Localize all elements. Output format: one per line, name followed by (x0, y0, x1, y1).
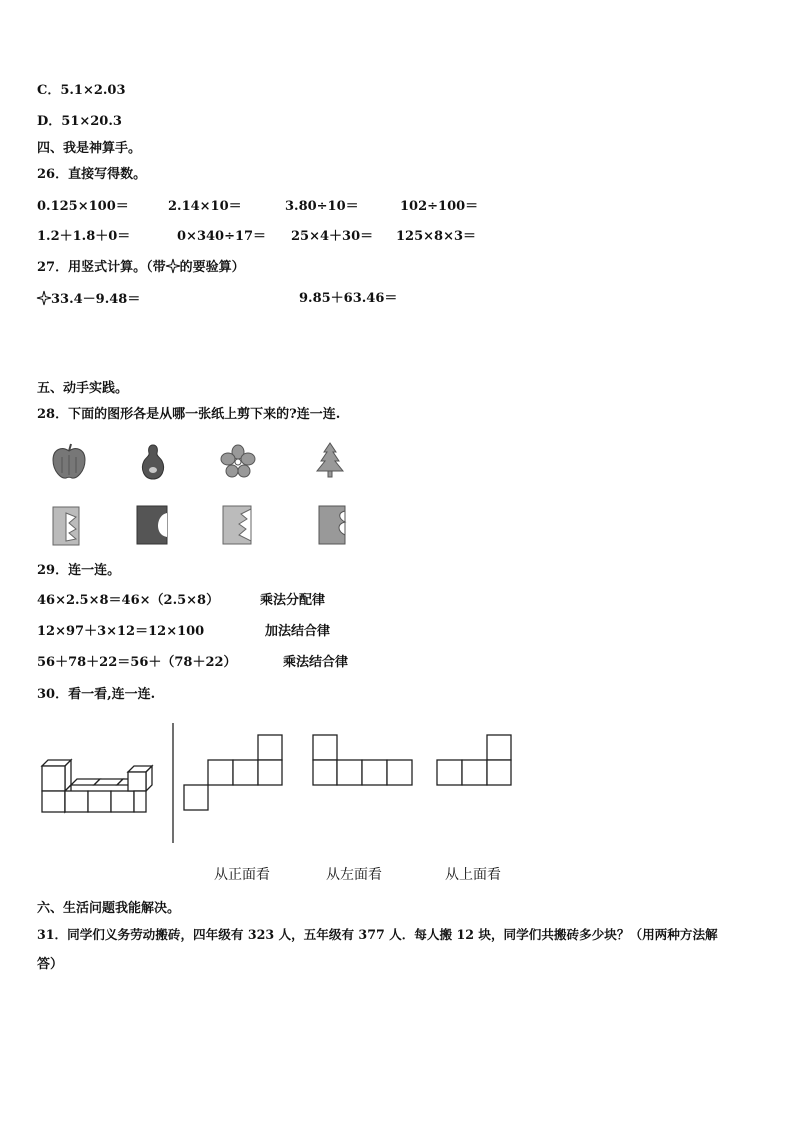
star-icon (37, 291, 51, 305)
question-27-title-start: 27．用竖式计算。（带 (37, 260, 166, 275)
match-right-item: 加法结合律 (265, 624, 331, 639)
question-27-title-end: 的要验算） (179, 260, 245, 275)
vertical-divider (172, 723, 174, 843)
question-27-title (37, 259, 245, 276)
calc-item: 3.80÷10＝ (285, 199, 359, 214)
paper-cut-3 (222, 505, 252, 545)
question-26-title: 26．直接写得数。 (37, 167, 147, 182)
calc-item: 2.14×10＝ (168, 199, 242, 214)
star-icon (166, 259, 180, 273)
view-label-left: 从左面看 (326, 867, 382, 883)
question-30-title: 30．看一看,连一连. (37, 687, 156, 702)
paper-cut-1 (52, 506, 80, 546)
view-diagram-1 (183, 734, 283, 812)
option-d: D．51×20.3 (37, 114, 122, 129)
match-right-item: 乘法分配律 (260, 593, 326, 608)
calc-item: 102÷100＝ (400, 199, 479, 214)
tree-icon (316, 442, 344, 478)
calc-item: 125×8×3＝ (396, 229, 477, 244)
calc-item: 1.2＋1.8＋0＝ (37, 229, 131, 244)
match-left-item: 46×2.5×8＝46×（2.5×8） (37, 593, 220, 608)
flower-icon (220, 444, 256, 478)
section-5-title: 五、动手实践。 (37, 381, 129, 396)
question-31-line-2: 答） (37, 957, 64, 972)
paper-cut-4 (318, 505, 346, 545)
match-left-item: 56＋78＋22＝56＋（78＋22） (37, 655, 237, 670)
paper-cut-2 (136, 505, 168, 545)
view-label-top: 从上面看 (445, 867, 501, 883)
match-right-item: 乘法结合律 (283, 655, 349, 670)
question-28-title: 28．下面的图形各是从哪一张纸上剪下来的?连一连. (37, 407, 341, 422)
calc-item: 0×340÷17＝ (177, 229, 267, 244)
q27-item-2: 9.85＋63.46＝ (299, 291, 398, 306)
q27-item-1-text: 33.4－9.48＝ (51, 292, 141, 307)
question-31-line-1: 31．同学们义务劳动搬砖，四年级有 323 人，五年级有 377 人．每人搬 12 块，同学们共搬砖多少块？（用两种方法解 (37, 927, 718, 942)
apple-icon (50, 443, 88, 481)
match-left-item: 12×97＋3×12＝12×100 (37, 624, 205, 639)
cube-solid-figure (40, 758, 155, 813)
view-label-front: 从正面看 (214, 867, 270, 883)
view-diagram-2 (312, 734, 414, 788)
gourd-icon (137, 443, 169, 481)
option-c: C．5.1×2.03 (37, 83, 126, 98)
section-4-title: 四、我是神算手。 (37, 141, 142, 156)
section-6-title: 六、生活问题我能解决。 (37, 901, 181, 916)
q27-item-1 (37, 291, 140, 308)
question-29-title: 29．连一连。 (37, 563, 121, 578)
view-diagram-3 (436, 734, 514, 788)
calc-item: 0.125×100＝ (37, 199, 129, 214)
calc-item: 25×4＋30＝ (291, 229, 374, 244)
